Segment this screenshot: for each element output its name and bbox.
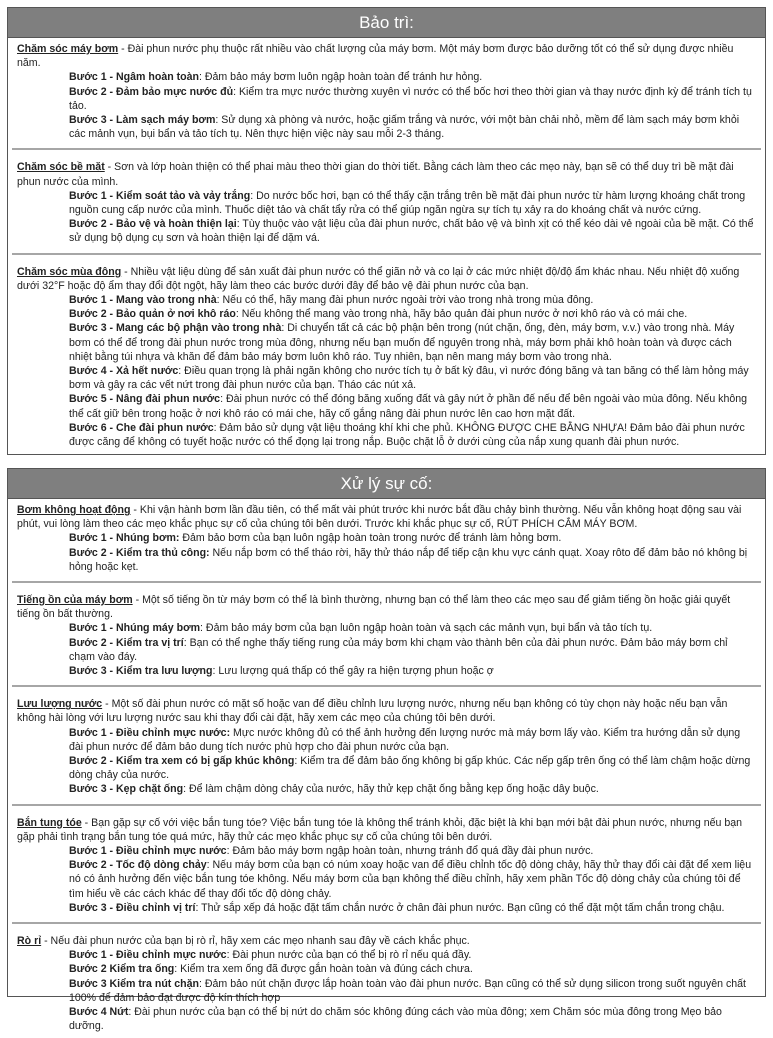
section-surface-care — [8, 150, 765, 249]
section-intro-text: - Nhiều vật liệu dùng để sản xuất đài phun nước có thể giãn nở và co lại ở các mức nhiệt độ/độ ẩm khác nhau. Nếu nhiệt độ xuống dưới 32°F hoặc độ ẩm thay đổi đột ngột, hãy làm theo các bước dưới đây để bảo vệ đài phun nước của bạn. — [17, 265, 740, 292]
section-title: Bơm không hoạt động — [17, 504, 131, 516]
section-pump-noise — [8, 583, 765, 682]
step-item — [17, 948, 756, 962]
step-item — [17, 421, 756, 449]
step-text: : Đảm bảo sử dụng vật liệu thoáng khí khi che phủ. KHÔNG ĐƯỢC CHE BẰNG NHỰA! Đảm bảo đài phun nước được căng để không có tuyết hoặc nước có thể đọng lại trong nắp. Buộc chặt lỗ ở dưới cùng của nắp xung quanh đài phun nước. — [69, 421, 745, 449]
section-intro-text: - Bạn gặp sự cố với việc bắn tung tóe? Việc bắn tung tóe là không thể tránh khỏi, đặc biệt là khi bạn mới bật đài phun nước, nhưng nếu bạn gặp phải tình trạng bắn tung tóe quá mức, hãy thử các mẹo khắc phục sự cố của chúng tôi bên dưới. — [17, 816, 743, 843]
section-intro-text: - Một số đài phun nước có mặt số hoặc van để điều chỉnh lưu lượng nước, nhưng nếu bạn không có tùy chọn này hoặc nếu bạn vẫn không hài lòng với lưu lượng nước sau khi thay đổi cài đặt, hãy xem các mẹo của chúng tôi bên dưới. — [17, 698, 728, 725]
section-pump-not-working — [8, 499, 765, 578]
step-item — [17, 844, 756, 858]
step-text: Nếu nắp bơm có thể tháo rời, hãy thử tháo nắp để tiếp cận khu vực cánh quạt. Xoay rôto để đảm bảo nó không bị hỏng hoặc kẹt. — [69, 546, 748, 573]
section-intro-text: - Đài phun nước phụ thuộc rất nhiều vào chất lượng của máy bơm. Một máy bơm được bảo dưỡng tốt có thể sử dụng được nhiều năm. — [17, 43, 734, 70]
step-item — [17, 782, 756, 796]
step-title: Bước 4 - Xả hết nước — [69, 365, 179, 378]
section-intro — [17, 265, 756, 293]
section-title: Chăm sóc mùa đông — [17, 265, 122, 278]
step-title: Bước 3 - Điều chỉnh vị trí — [69, 901, 196, 914]
step-item — [17, 392, 756, 420]
step-title: Bước 1 - Điều chỉnh mực nước: — [69, 726, 231, 739]
step-text: : Nếu không thể mang vào trong nhà, hãy bảo quản đài phun nước ở nơi khô ráo và có mái che. — [235, 308, 688, 321]
step-title: Bước 1 - Kiểm soát tảo và vảy trắng — [69, 189, 251, 202]
step-text: : Kiểm tra xem ống đã được gắn hoàn toàn và đúng cách chưa. — [174, 963, 473, 976]
step-title: Bước 3 Kiểm tra nút chặn — [69, 977, 199, 990]
section-title: Chăm sóc máy bơm — [17, 43, 119, 55]
step-title: Bước 5 - Nâng đài phun nước — [69, 393, 221, 406]
step-item — [17, 293, 756, 307]
section-title: Lưu lượng nước — [17, 698, 103, 711]
step-text: : Bạn có thể nghe thấy tiếng rung của máy bơm khi chạm vào thành bên của đài phun nước. Đảm bảo máy bơm chỉ chạm vào đáy. — [69, 636, 728, 663]
step-title: Bước 1 - Mang vào trong nhà — [69, 294, 217, 307]
step-text: : Thử sắp xếp đá hoặc đặt tấm chắn nước ở chân đài phun nước. Bạn cũng có thể đặt một tấm chắn trong chậu. — [195, 901, 725, 914]
step-title: Bước 2 - Đảm bảo mực nước đủ — [69, 85, 234, 98]
step-title: Bước 1 - Nhúng máy bơm — [69, 622, 201, 635]
section-intro-text: - Khi vận hành bơm lần đầu tiên, có thể mất vài phút trước khi nước bắt đầu chảy bình thường. Nếu vẫn không hoạt động sau vài phút, vui lòng làm theo các mẹo khắc phục sự cố của chúng tôi bên dưới. Trước khi khắc phục sự cố, RÚT PHÍCH CẮM MÁY BƠM. — [17, 504, 742, 531]
step-item — [17, 726, 756, 754]
section-intro — [17, 42, 756, 70]
maintenance-panel — [7, 7, 766, 455]
step-text: Mực nước không đủ có thể ảnh hưởng đến lượng nước mà máy bơm lấy vào. Kiểm tra hướng dẫn sử dụng đài phun nước để đảm bảo dung tích nước phù hợp cho đài phun nước của bạn. — [69, 726, 741, 753]
step-text: : Đảm bảo máy bơm luôn ngập hoàn toàn để tránh hư hỏng. — [198, 71, 483, 84]
step-title: Bước 1 - Điều chỉnh mực nước — [69, 845, 227, 858]
step-text: : Tùy thuộc vào vật liệu của đài phun nước, chất bảo vệ và bình xịt có thể kéo dài vẻ ngoài của bề mặt. Có thể sử dụng bộ dụng cụ sơn và hoàn thiện lại để dặm vá. — [69, 218, 754, 245]
step-item — [17, 901, 756, 915]
step-item — [17, 217, 756, 245]
section-splashing — [8, 806, 765, 919]
troubleshooting-panel — [7, 468, 766, 1033]
step-item — [17, 189, 756, 217]
step-title: Bước 3 - Làm sạch máy bơm — [69, 114, 216, 127]
step-text: : Sử dụng xà phòng và nước, hoặc giấm trắng và nước, với một bàn chải nhỏ, mềm để làm sạch máy bơm khỏi các mảnh vụn, bụi bẩn và tảo tích tụ. Nên thực hiện việc này sau mỗi 2-3 tháng. — [69, 114, 740, 141]
step-text: Đảm bảo bơm của bạn luôn ngập hoàn toàn trong nước để tránh làm hỏng bơm. — [179, 532, 562, 545]
step-item — [17, 636, 756, 664]
step-item — [17, 858, 756, 901]
section-title: Chăm sóc bề mặt — [17, 161, 105, 174]
step-item — [17, 962, 756, 976]
step-title: Bước 3 - Mang các bộ phận vào trong nhà — [69, 322, 282, 335]
step-title: Bước 2 - Kiểm tra xem có bị gấp khúc không — [69, 755, 295, 768]
step-text: : Để làm chậm dòng chảy của nước, hãy thử kẹp chặt ống bằng kẹp ống hoặc dây buộc. — [183, 783, 599, 796]
step-item — [17, 85, 756, 113]
step-item — [17, 70, 756, 84]
section-title: Tiếng ồn của máy bơm — [17, 594, 133, 607]
section-intro-text: - Nếu đài phun nước của bạn bị rò rỉ, hãy xem các mẹo nhanh sau đây về cách khắc phục. — [41, 935, 470, 948]
step-item — [17, 364, 756, 392]
step-title: Bước 2 - Tốc độ dòng chảy — [69, 859, 207, 872]
step-text: : Đảm bảo nút chặn được lắp hoàn toàn vào đài phun nước. Bạn cũng có thể sử dụng silicon trong suốt nguyên chất 100% để đảm bảo đạt được độ kín thích hợp — [69, 977, 746, 1004]
step-text: : Đảm bảo máy bơm của bạn luôn ngập hoàn toàn và sạch các mảnh vụn, bụi bẩn và tảo tích tụ. — [200, 622, 653, 635]
section-title: Bắn tung tóe — [17, 816, 82, 829]
troubleshooting-header: Xử lý sự cố: — [8, 469, 765, 499]
section-intro — [17, 816, 756, 844]
step-text: : Đài phun nước của bạn có thể bị nứt do chăm sóc không đúng cách vào mùa đông; xem Chăm sóc mùa đông trong Mẹo bảo dưỡng. — [69, 1006, 722, 1033]
step-item — [17, 1005, 756, 1033]
section-leaks — [8, 924, 765, 1037]
section-pump-care — [8, 38, 765, 145]
step-title: Bước 1 - Nhúng bơm: — [69, 532, 180, 545]
step-text: : Đài phun nước của bạn có thể bị rò rỉ nếu quá đầy. — [226, 949, 472, 962]
step-text: : Do nước bốc hơi, bạn có thể thấy cặn trắng trên bề mặt đài phun nước từ hàm lượng khoáng chất trong nguồn cung cấp nước của mình. Thuốc diệt tảo và chất tẩy rửa có thể giúp ngăn ngừa sự tích tụ xảy ra do khoáng chất và nước cứng. — [69, 189, 746, 217]
section-water-flow — [8, 687, 765, 800]
step-title: Bước 4 Nứt — [69, 1006, 129, 1019]
step-title: Bước 3 - Kiểm tra lưu lượng — [69, 665, 213, 678]
section-title: Rò rỉ — [17, 935, 42, 948]
step-item — [17, 754, 756, 782]
step-title: Bước 1 - Điều chỉnh mực nước — [69, 949, 227, 962]
step-text: : Đài phun nước có thể đóng băng xuống đất và gây nứt ở phần đế nếu để bên ngoài vào mùa đông. Nếu không thể cất giữ bên trong hoặc ở nơi khô ráo có mái che, hãy cố gắng nâng đài phun nước lên cao hơn mặt đất. — [69, 393, 748, 420]
step-title: Bước 6 - Che đài phun nước — [69, 421, 214, 434]
section-intro — [17, 593, 756, 621]
section-intro — [17, 503, 756, 531]
step-text: : Điều quan trọng là phải ngăn không cho nước tích tụ ở bất kỳ đâu, vì nước đóng băng và tan băng có thể làm hỏng máy bơm và gây ra các vết nứt trong đài phun nước của bạn. Tháo các nút xả. — [69, 365, 749, 392]
section-intro-text: - Một số tiếng ồn từ máy bơm có thể là bình thường, nhưng bạn có thể làm theo các mẹo sau để giảm tiếng ồn hoặc giải quyết tiếng ồn bất thường. — [17, 594, 731, 621]
step-item — [17, 321, 756, 364]
step-item — [17, 531, 756, 545]
section-winter-care — [8, 255, 765, 454]
step-title: Bước 2 - Kiểm tra vị trí — [69, 636, 184, 649]
step-text: : Kiểm tra để đảm bảo ống không bị gấp khúc. Các nếp gấp trên ống có thể làm chậm hoặc dừng dòng chảy của nước. — [69, 755, 751, 782]
step-item — [17, 113, 756, 141]
step-title: Bước 2 - Bảo quản ở nơi khô ráo — [69, 308, 236, 321]
step-item — [17, 546, 756, 574]
step-item — [17, 664, 756, 678]
section-intro — [17, 160, 756, 188]
step-text: : Đảm bảo máy bơm ngập hoàn toàn, nhưng tránh đổ quá đầy đài phun nước. — [226, 845, 594, 858]
step-title: Bước 1 - Ngâm hoàn toàn — [69, 71, 199, 84]
step-title: Bước 2 Kiểm tra ống — [69, 963, 175, 976]
step-text: : Lưu lượng quá thấp có thể gây ra hiện tượng phun hoặc ợ — [212, 665, 494, 678]
step-text: : Kiểm tra mực nước thường xuyên vì nước có thể bốc hơi theo thời gian và thay nước định kỳ để tránh tích tụ tảo. — [69, 85, 752, 112]
step-text: : Di chuyển tất cả các bộ phận bên trong (nút chặn, ống, đèn, máy bơm, v.v.) vào trong nhà. Máy bơm có thể để trong đài phun nước trong mùa đông, nhưng nếu bạn muốn để nguyên trong nhà, máy bơm phải khô hoàn toàn và được cách nhiệt bằng túi nhựa và khăn để đảm bảo máy bơm luôn khô ráo. Tuy nhiên, bạn nên mang máy bơm vào trong nhà. — [69, 322, 735, 363]
section-intro — [17, 697, 756, 725]
step-item — [17, 977, 756, 1005]
section-intro — [17, 934, 756, 948]
step-text: : Nếu có thể, hãy mang đài phun nước ngoài trời vào trong nhà trong mùa đông. — [216, 294, 594, 307]
step-item — [17, 307, 756, 321]
step-title: Bước 2 - Kiểm tra thủ công: — [69, 546, 210, 559]
step-title: Bước 2 - Bảo vệ và hoàn thiện lại — [69, 218, 237, 231]
step-item — [17, 621, 756, 635]
step-text: : Nếu máy bơm của bạn có núm xoay hoặc van để điều chỉnh tốc độ dòng chảy, hãy thử thay đổi cài đặt để xem liệu nó có ảnh hưởng đến việc bắn tung tóe không. Nếu máy bơm của bạn không thể điều chỉnh, hãy xem phần Tốc độ dòng chảy của chúng tôi để tìm hiểu về các cách khác để thay đổi tốc độ dòng chảy. — [69, 859, 752, 900]
step-title: Bước 3 - Kẹp chặt ống — [69, 783, 184, 796]
section-intro-text: - Sơn và lớp hoàn thiện có thể phai màu theo thời gian do thời tiết. Bằng cách làm theo các mẹo này, bạn sẽ có thể duy trì bề mặt đài phun nước của mình. — [17, 161, 734, 188]
maintenance-header: Bảo trì: — [8, 8, 765, 38]
